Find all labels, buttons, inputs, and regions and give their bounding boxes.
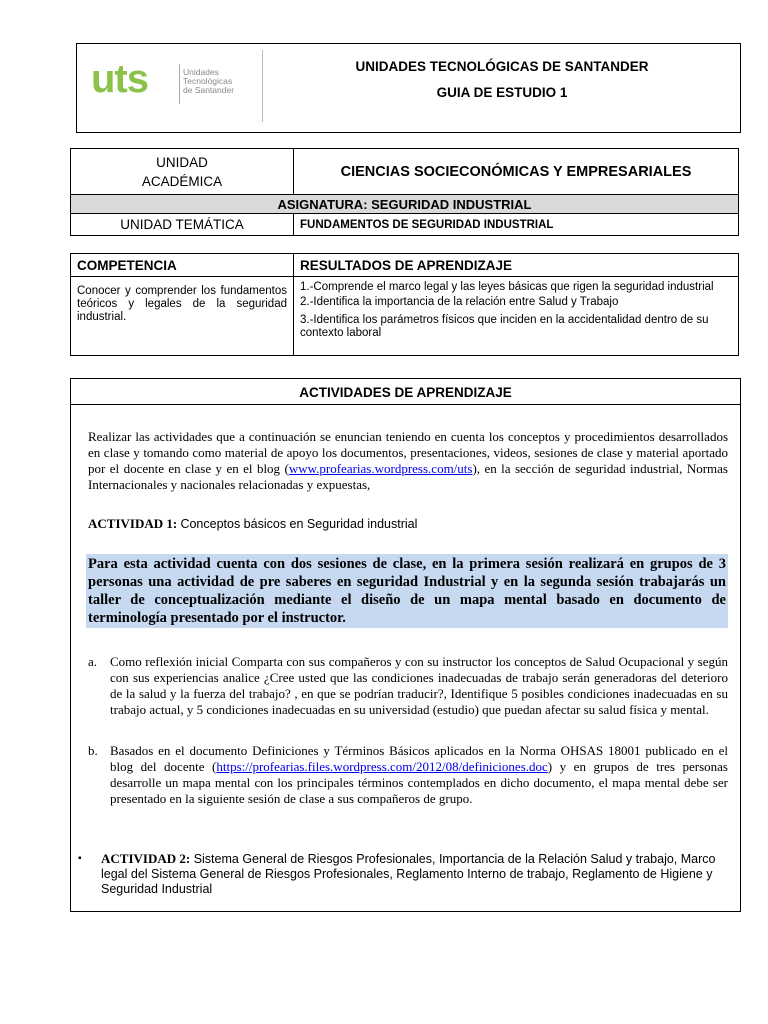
definitions-doc-link[interactable]: https://profearias.files.wordpress.com/2012/08/definiciones.doc bbox=[216, 759, 548, 774]
intro-text: Realizar las actividades que a continuación se enuncian teniendo en cuenta los conceptos y procedimientos desarrollados en clase y tomando como material de apoyo los documentos, presentaciones, videos, sesiones de clase y material aportado por el docente en clase y en el blog ( bbox=[88, 429, 728, 476]
activity-2-label: ACTIVIDAD 2: bbox=[101, 851, 191, 866]
intro-text-end: ), en la sección de seguridad industrial, Normas Internacionales y nacionales relacionadas y expuestas, bbox=[88, 461, 728, 492]
document-header bbox=[76, 43, 741, 133]
activity-2-text bbox=[101, 851, 731, 897]
activity-1-heading bbox=[88, 516, 728, 532]
activity-1-title: Conceptos básicos en Seguridad industrial bbox=[180, 517, 418, 531]
unidad-label: UNIDAD bbox=[156, 154, 208, 170]
logo-subtitle bbox=[183, 68, 263, 95]
activities-title: ACTIVIDADES DE APRENDIZAJE bbox=[71, 379, 740, 405]
resultados-list bbox=[294, 277, 739, 356]
logo-sub-line: Unidades bbox=[183, 67, 219, 77]
item-a-text: Como reflexión inicial Comparta con sus compañeros y con su instructor los conceptos de Salud Ocupacional y según con sus experiencias analice ¿Cree usted que las condiciones inadecuadas de trabajo serán generadoras del deterioro de la salud y la fuerza del trabajo? , en que se podrían traducir?, Identifique 5 posibles condiciones inadecuadas en su trabajo actual, y 5 condiciones inadecuadas en su universidad (estudio) que puedan afectar su salud física y mental. bbox=[110, 654, 728, 717]
competencia-header: COMPETENCIA bbox=[71, 254, 294, 277]
activity-1-highlight: Para esta actividad cuenta con dos sesiones de clase, en la primera sesión realizará en grupos de 3 personas una actividad de pre saberes en seguridad Industrial y en la segunda sesión trabajarás un taller de conceptualización mediante el diseño de un mapa mental basado en documento de terminología presentado por el instructor. bbox=[88, 556, 726, 626]
unidad-value: CIENCIAS SOCIECONÓMICAS Y EMPRESARIALES bbox=[294, 149, 739, 195]
resultados-header: RESULTADOS DE APRENDIZAJE bbox=[294, 254, 739, 277]
logo-divider bbox=[179, 64, 180, 104]
competence-table bbox=[70, 253, 739, 356]
item-b-marker: b. bbox=[88, 743, 98, 758]
item-b-text-end: ) y en grupos de tres personas desarrolle un mapa mental con los principales términos contemplados en dicho documento, el mapa mental debe ser presentado en la siguiente sesión de clase a sus compañeros de grupo. bbox=[110, 759, 728, 806]
activity-2-bullet: ▪ bbox=[78, 853, 82, 864]
logo-sub-line: Tecnológicas bbox=[183, 76, 233, 86]
resultado-item: 2.-Identifica la importancia de la relación entre Salud y Trabajo bbox=[300, 296, 619, 308]
resultado-item: 3.-Identifica los parámetros físicos que inciden en la accidentalidad dentro de su contexto laboral bbox=[300, 314, 709, 339]
activity-2-description: Sistema General de Riesgos Profesionales, Importancia de la Relación Salud y trabajo, Marco legal del Sistema General de Riesgos Profesionales, Reglamento Interno de trabajo, Reglamento de Higiene y Seguridad Industrial bbox=[101, 852, 716, 896]
academica-label: ACADÉMICA bbox=[141, 173, 223, 189]
item-b-text-start: Basados en el documento Definiciones y Términos Básicos aplicados en la Norma OHSAS 18001 publicado en el blog del docente ( bbox=[110, 743, 728, 774]
uts-logo bbox=[87, 50, 263, 122]
unit-table bbox=[70, 148, 739, 236]
resultado-item: 1.-Comprende el marco legal y las leyes básicas que rigen la seguridad industrial bbox=[300, 281, 714, 293]
activities-intro bbox=[88, 429, 728, 493]
activities-box bbox=[70, 378, 741, 912]
institution-name: UNIDADES TECNOLÓGICAS DE SANTANDER bbox=[355, 59, 649, 74]
guide-title: GUIA DE ESTUDIO 1 bbox=[436, 85, 568, 100]
unidad-label-cell bbox=[71, 149, 294, 195]
logo-sub-line: de Santander bbox=[183, 85, 235, 95]
asignatura-row: ASIGNATURA: SEGURIDAD INDUSTRIAL bbox=[71, 195, 739, 214]
competencia-text: Conocer y comprender los fundamentos teóricos y legales de la seguridad industrial. bbox=[71, 277, 294, 356]
tematica-label: UNIDAD TEMÁTICA bbox=[71, 214, 294, 236]
item-b-text bbox=[110, 743, 728, 807]
item-a-marker: a. bbox=[88, 654, 98, 669]
activity-1-label: ACTIVIDAD 1: bbox=[88, 516, 178, 531]
logo-wordmark: uts bbox=[91, 57, 148, 101]
blog-link[interactable]: www.profearias.wordpress.com/uts bbox=[288, 461, 473, 476]
tematica-value: FUNDAMENTOS DE SEGURIDAD INDUSTRIAL bbox=[294, 214, 739, 236]
